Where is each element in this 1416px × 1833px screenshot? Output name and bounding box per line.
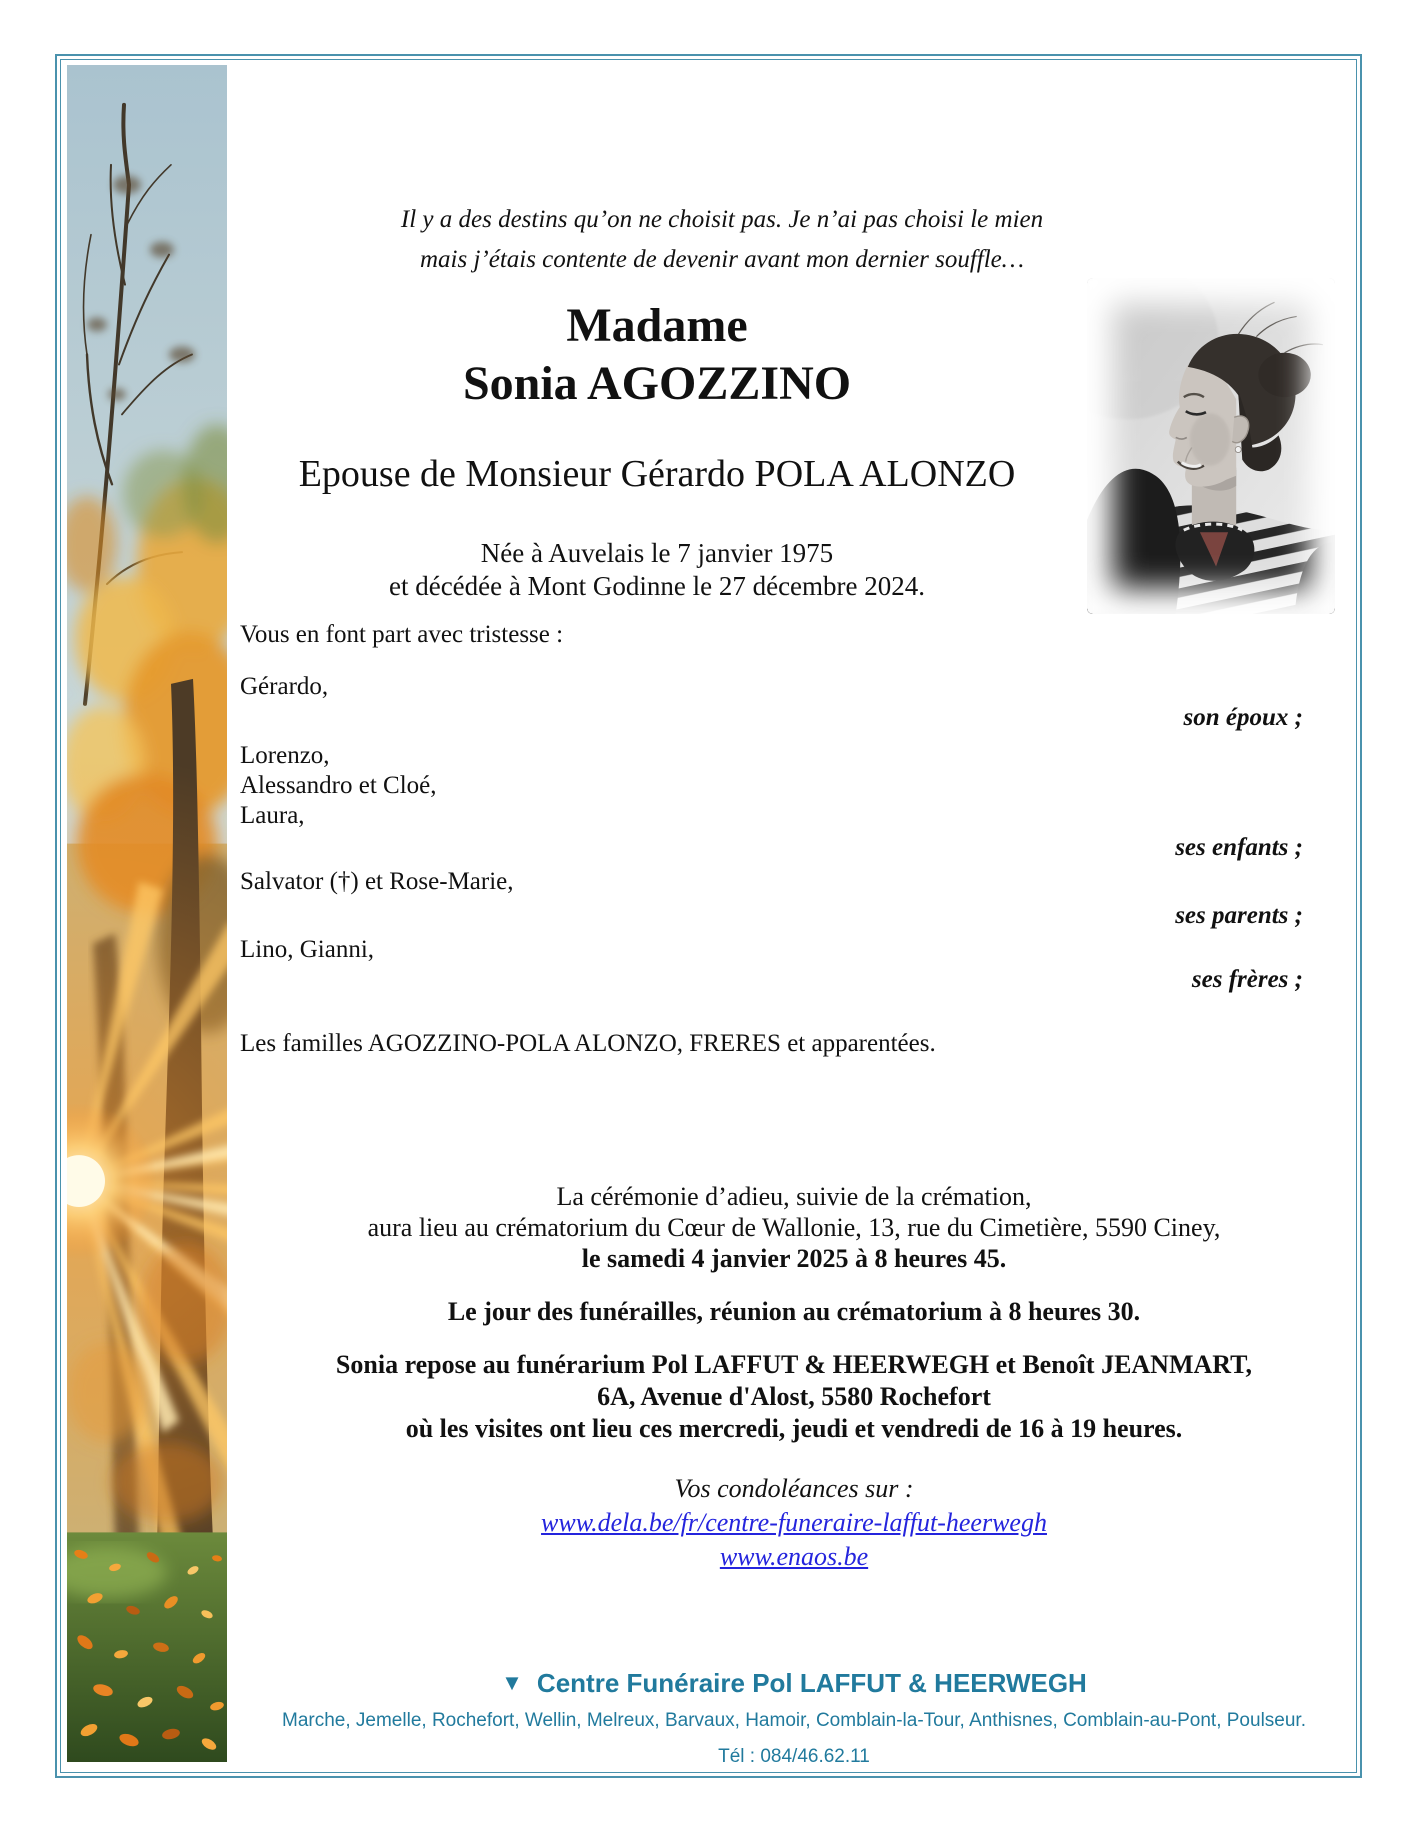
parents-names: Salvator (†) et Rose-Marie,	[240, 868, 514, 895]
deceased-name: Sonia AGOZZINO	[462, 357, 852, 410]
ceremony-block	[240, 1181, 1348, 1274]
epigraph-line1: Il y a des destins qu’on ne choisit pas. Je n’ai pas choisi le mien	[400, 206, 1044, 233]
condolences-label: Vos condoléances sur :	[674, 1474, 914, 1503]
ceremony-line2: aura lieu au crématorium du Cœur de Wallonie, 13, rue du Cimetière, 5590 Ciney,	[367, 1213, 1221, 1242]
child-name: Alessandro et Cloé,	[240, 772, 437, 799]
ceremony-date-line: le samedi 4 janvier 2025 à 8 heures 45.	[581, 1244, 1007, 1273]
parents-relation-label: ses parents ;	[1175, 902, 1303, 929]
funerarium-line3: où les visites ont lieu ces mercredi, jeudi et vendredi de 16 à 19 heures.	[405, 1414, 1183, 1443]
ceremony-line1: La cérémonie d’adieu, suivie de la crémation,	[556, 1182, 1032, 1211]
spouse-line: Epouse de Monsieur Gérardo POLA ALONZO	[298, 453, 1016, 495]
child-name: Laura,	[240, 802, 305, 829]
husband-relation-label: son époux ;	[1183, 704, 1303, 731]
deceased-title: Madame	[566, 299, 748, 352]
husband-name: Gérardo,	[240, 673, 329, 700]
announcement-intro: Vous en font part avec tristesse :	[240, 621, 564, 648]
brand-triangle-icon: ▼	[501, 1670, 523, 1695]
condolences-link-dela[interactable]: www.dela.be/fr/centre-funeraire-laffut-heerwegh	[541, 1508, 1047, 1537]
funerarium-line2: 6A, Avenue d'Alost, 5580 Rochefort	[597, 1382, 991, 1411]
funeral-home-phone: Tél : 084/46.62.11	[718, 1746, 870, 1767]
birth-death-dates	[240, 537, 1074, 603]
child-name: Lorenzo,	[240, 742, 330, 769]
children-relation-label: ses enfants ;	[1175, 834, 1303, 861]
condolences-link-wrap	[240, 1508, 1348, 1538]
birth-line: Née à Auvelais le 7 janvier 1975	[480, 538, 834, 568]
deceased-title-block	[240, 297, 1074, 413]
portrait-photo	[1087, 278, 1335, 614]
funeral-home-brand	[240, 1668, 1348, 1699]
epigraph-line2: mais j’étais contente de devenir avant mon dernier souffle…	[419, 246, 1025, 273]
portrait-photo-art	[1087, 278, 1335, 614]
condolences-link-wrap	[240, 1542, 1348, 1572]
epigraph	[240, 200, 1204, 280]
death-line: et décédée à Mont Godinne le 27 décembre 2024.	[388, 571, 926, 601]
meeting-line: Le jour des funérailles, réunion au crématorium à 8 heures 30.	[447, 1297, 1141, 1326]
autumn-photo	[67, 65, 227, 1762]
brothers-names: Lino, Gianni,	[240, 936, 375, 963]
funeral-home-cities: Marche, Jemelle, Rochefort, Wellin, Melreux, Barvaux, Hamoir, Comblain-la-Tour, Anthisnes, Comblain-au-Pont, Poulseur.	[282, 1710, 1306, 1731]
funerarium-block	[240, 1349, 1348, 1445]
families-line: Les familles AGOZZINO-POLA ALONZO, FRERES et apparentées.	[240, 1030, 936, 1057]
brand-name: Centre Funéraire Pol LAFFUT & HEERWEGH	[536, 1668, 1087, 1698]
funerarium-line1: Sonia repose au funérarium Pol LAFFUT & HEERWEGH et Benoît JEANMART,	[335, 1350, 1253, 1379]
brothers-relation-label: ses frères ;	[1191, 966, 1303, 993]
condolences-link-enaos[interactable]: www.enaos.be	[719, 1542, 869, 1571]
autumn-photo-art	[67, 65, 227, 1762]
children-names	[240, 741, 436, 831]
